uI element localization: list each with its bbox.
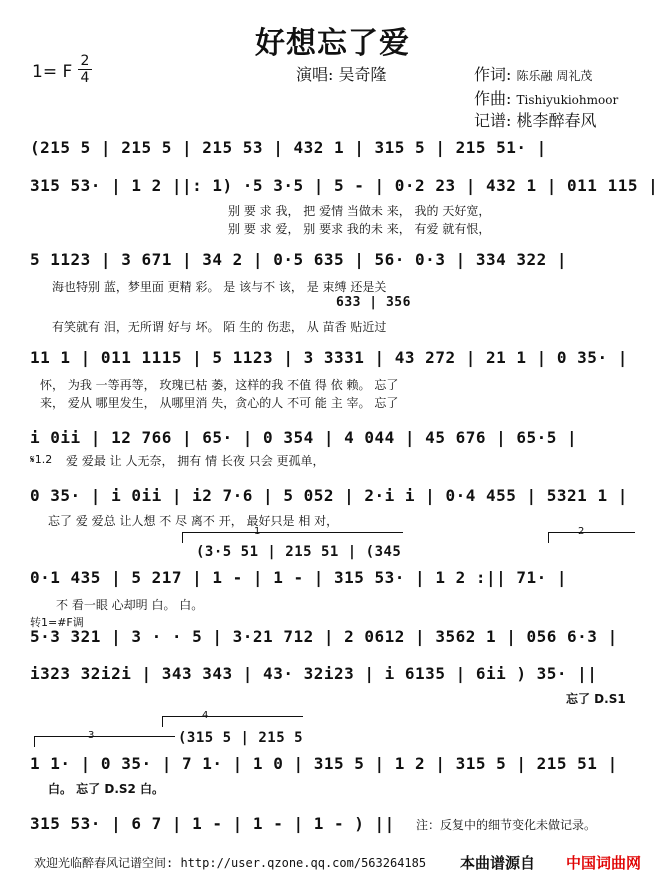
score-row-1: (215 5 | 215 5 | 215 53 | 432 1 | 315 5 | 215 51· | xyxy=(30,138,547,157)
lyric-row-3a: 海也特别 蓝，梦里面 更精 彩。 是 该与不 该， 是 束缚 还是关 xyxy=(52,280,387,294)
volta-bracket-2 xyxy=(548,532,635,543)
composer-value: Tishiyukiohmoor xyxy=(516,93,619,107)
volta-number-1: 1 xyxy=(254,526,261,537)
score-row-11: 315 53· | 6 7 | 1 - | 1 - | 1 - ) || xyxy=(30,814,395,833)
time-signature xyxy=(78,54,92,85)
footer-text: 欢迎光临醉春风记谱空间: http://user.qzone.qq.com/563264185 xyxy=(34,856,427,870)
alt-notes-row-3: 633 | 356 xyxy=(336,295,411,310)
volta-notes-row-10: (315 5 | 215 5 xyxy=(178,730,304,746)
transcriber-label: 记谱: xyxy=(474,111,512,130)
volta-number-3: 4 xyxy=(202,710,209,721)
lyric-row-7: 不 看一眼 心却明 白。 白。 xyxy=(56,598,204,612)
lyric-row-9: 忘了 D.S1 xyxy=(566,692,626,706)
time-signature-bottom: 4 xyxy=(80,70,90,86)
lyricist-value: 陈乐融 周礼茂 xyxy=(516,69,593,83)
segno-mark: 𝄋1.2 xyxy=(30,453,53,466)
volta-number-4: 3 xyxy=(88,730,95,741)
composer-label: 作曲: xyxy=(474,89,512,108)
lyric-row-6: 忘了 爱 爱总 让人想 不 尽 离不 开， 最好只是 相 对， xyxy=(48,514,339,528)
song-title: 好想忘了爱 xyxy=(255,26,410,61)
volta-bracket-4 xyxy=(34,736,175,747)
brand-source-label: 本曲谱源自 xyxy=(460,854,536,872)
volta-number-2: 2 xyxy=(578,526,585,537)
score-row-7: 0·1 435 | 5 217 | 1 - | 1 - | 315 53· | 1 2 :|| 71· | xyxy=(30,568,568,587)
key-change-note: 转1=#F调 xyxy=(30,616,84,629)
composer xyxy=(474,86,618,109)
score-row-9: i323 32i2i | 343 343 | 43· 32i23 | i 6135 | 6ii ) 35· || xyxy=(30,664,598,683)
key-signature: 1= F xyxy=(32,62,73,82)
score-row-6: 0 35· | i 0ii | i2 7·6 | 5 052 | 2·i i | 0·4 455 | 5321 1 | xyxy=(30,486,628,505)
score-row-2: 315 53· | 1 2 ||: 1) ·5 3·5 | 5 - | 0·2 23 | 432 1 | 011 115 | xyxy=(30,176,659,195)
brand-site-name: 中国词曲网 xyxy=(566,854,642,872)
score-row-10: 1 1· | 0 35· | 7 1· | 1 0 | 315 5 | 1 2 | 315 5 | 215 51 | xyxy=(30,754,618,773)
volta-bracket-3 xyxy=(162,716,303,727)
lyricist-label: 作词: xyxy=(474,65,512,84)
lyric-row-10: 白。 忘了 D.S2 白。 xyxy=(48,782,165,796)
lyric-row-5: 爱 爱最 让 人无奈， 拥有 情 长夜 只会 更孤单， xyxy=(66,454,325,468)
footnote: 注：反复中的细节变化未做记录。 xyxy=(416,818,597,832)
lyric-row-4a: 怀， 为我 一等再等， 玫瑰已枯 萎，这样的我 不值 得 依 赖。 忘了 xyxy=(40,378,399,392)
lyric-row-2b: 别 要 求 爱， 别 要求 我的未 来， 有爱 就有恨， xyxy=(228,222,491,236)
singer: 演唱: 吴奇隆 xyxy=(296,65,387,84)
lyric-row-4b: 来， 爱从 哪里发生， 从哪里消 失，贪心的人 不可 能 主 宰。 忘了 xyxy=(40,396,399,410)
time-signature-top: 2 xyxy=(80,53,90,69)
transcriber xyxy=(474,108,597,131)
score-row-8: 5·3 321 | 3 · · 5 | 3·21 712 | 2 0612 | 3562 1 | 056 6·3 | xyxy=(30,627,618,646)
score-row-4: 11 1 | 011 1115 | 5 1123 | 3 3331 | 43 272 | 21 1 | 0 35· | xyxy=(30,348,628,367)
lyric-row-3b: 有笑就有 泪，无所谓 好与 坏。 陌 生的 伤悲， 从 苗香 贴近过 xyxy=(52,320,387,334)
lyric-row-2a: 别 要 求 我， 把 爱情 当做未 来， 我的 天好宽， xyxy=(228,204,491,218)
volta-notes-row-7: (3·5 51 | 215 51 | (345 xyxy=(196,544,402,560)
volta-bracket-1 xyxy=(182,532,403,543)
score-row-5: i 0ii | 12 766 | 65· | 0 354 | 4 044 | 45 676 | 65·5 | xyxy=(30,428,578,447)
transcriber-value: 桃李醉春风 xyxy=(516,111,597,130)
lyricist xyxy=(474,62,592,85)
score-row-3: 5 1123 | 3 671 | 34 2 | 0·5 635 | 56· 0·3 | 334 322 | xyxy=(30,250,568,269)
